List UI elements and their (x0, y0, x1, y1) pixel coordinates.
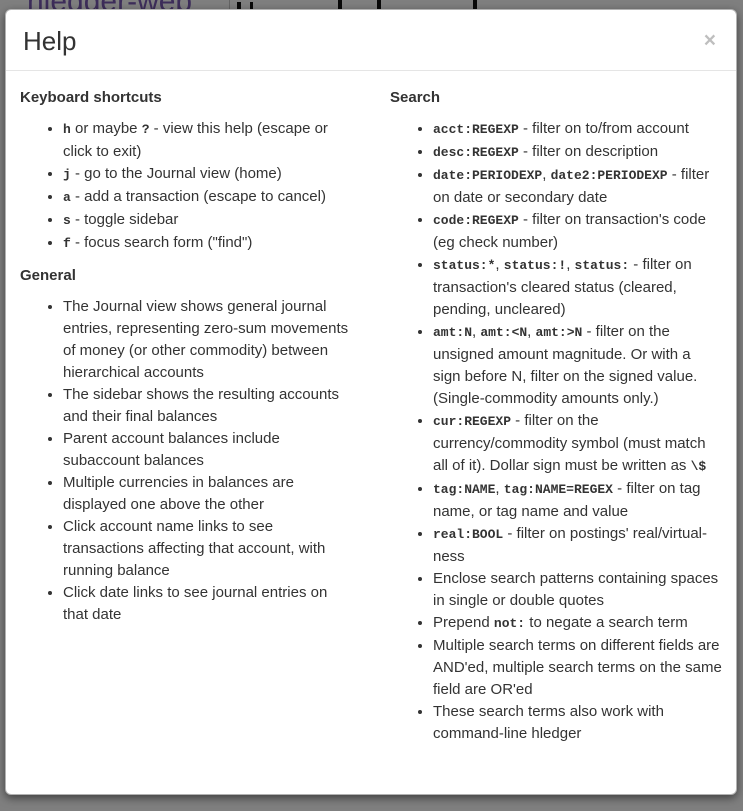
code-token: status:! (503, 258, 567, 273)
list-item: • amt:N, amt:<N, amt:>N - filter on the unsigned amount magnitude. Or with a sign before N, filter on the signed value. (Single-commodity amounts only.) (433, 321, 722, 410)
code-token: amt:<N (480, 325, 528, 340)
list-item: • Prepend not: to negate a search term (433, 612, 722, 635)
list-item: • Click date links to see journal entries on that date (63, 582, 356, 626)
list-item: • These search terms also work with command-line hledger (433, 701, 722, 745)
code-token: status:* (433, 258, 496, 273)
list-item: • Multiple search terms on different fields are AND'ed, multiple search terms on the same field are OR'ed (433, 635, 722, 701)
section-heading-search: Search (390, 89, 441, 106)
list-item: • Click account name links to see transactions affecting that account, with running balance (63, 516, 356, 582)
modal-title: Help (23, 26, 77, 56)
code-token: status: (574, 258, 630, 273)
list-item: • j - go to the Journal view (home) (63, 163, 356, 186)
list-item: • s - toggle sidebar (63, 209, 356, 232)
list-item: • Parent account balances include subaccount balances (63, 428, 356, 472)
code-token: h (63, 122, 71, 137)
list-item: • The sidebar shows the resulting accounts and their final balances (63, 384, 356, 428)
code-token: desc:REGEXP (433, 145, 519, 160)
code-token: tag:NAME (433, 482, 496, 497)
list-item: • acct:REGEXP - filter on to/from account (433, 118, 722, 141)
code-token: amt:N (433, 325, 473, 340)
close-icon[interactable]: × (703, 29, 716, 52)
search-list (390, 118, 722, 745)
list-item: • code:REGEXP - filter on transaction's code (eg check number) (433, 209, 722, 254)
code-token: \$ (690, 459, 707, 474)
code-token: tag:NAME=REGEX (503, 482, 613, 497)
code-token: f (63, 236, 71, 251)
code-token: code:REGEXP (433, 213, 519, 228)
code-token: date2:PERIODEXP (550, 168, 668, 183)
code-token: a (63, 190, 71, 205)
list-item: • The Journal view shows general journal entries, representing zero-sum movements of money (or other commodity) between hierarchical accounts (63, 296, 356, 384)
list-item: • f - focus search form ("find") (63, 232, 356, 255)
section-heading-general: General (20, 267, 76, 284)
code-token: s (63, 213, 71, 228)
list-item: • Multiple currencies in balances are displayed one above the other (63, 472, 356, 516)
list-item: • desc:REGEXP - filter on description (433, 141, 722, 164)
modal-body (6, 71, 736, 775)
modal-header (6, 10, 736, 71)
code-token: amt:>N (535, 325, 583, 340)
help-modal (5, 9, 737, 795)
column-left (20, 77, 371, 755)
section-heading-keyboard-shortcuts: Keyboard shortcuts (20, 89, 162, 106)
list-item: • Enclose search patterns containing spaces in single or double quotes (433, 568, 722, 612)
code-token: not: (493, 616, 526, 631)
list-item: • cur:REGEXP - filter on the currency/commodity symbol (must match all of it). Dollar sign must be written as \$ (433, 410, 722, 478)
list-item: • real:BOOL - filter on postings' real/virtual-ness (433, 523, 722, 568)
code-token: cur:REGEXP (433, 414, 512, 429)
code-token: date:PERIODEXP (433, 168, 543, 183)
code-token: j (63, 167, 71, 182)
list-item: • h or maybe ? - view this help (escape or click to exit) (63, 118, 356, 163)
list-item: • date:PERIODEXP, date2:PERIODEXP - filter on date or secondary date (433, 164, 722, 209)
list-item: • tag:NAME, tag:NAME=REGEX - filter on tag name, or tag name and value (433, 478, 722, 523)
code-token: real:BOOL (433, 527, 504, 542)
general-list (20, 296, 356, 626)
code-token: acct:REGEXP (433, 122, 519, 137)
keyboard-shortcuts-list (20, 118, 356, 255)
code-token: ? (141, 122, 150, 137)
list-item: • a - add a transaction (escape to cancel) (63, 186, 356, 209)
column-right (371, 77, 722, 755)
list-item: • status:*, status:!, status: - filter on transaction's cleared status (cleared, pending, uncleared) (433, 254, 722, 321)
